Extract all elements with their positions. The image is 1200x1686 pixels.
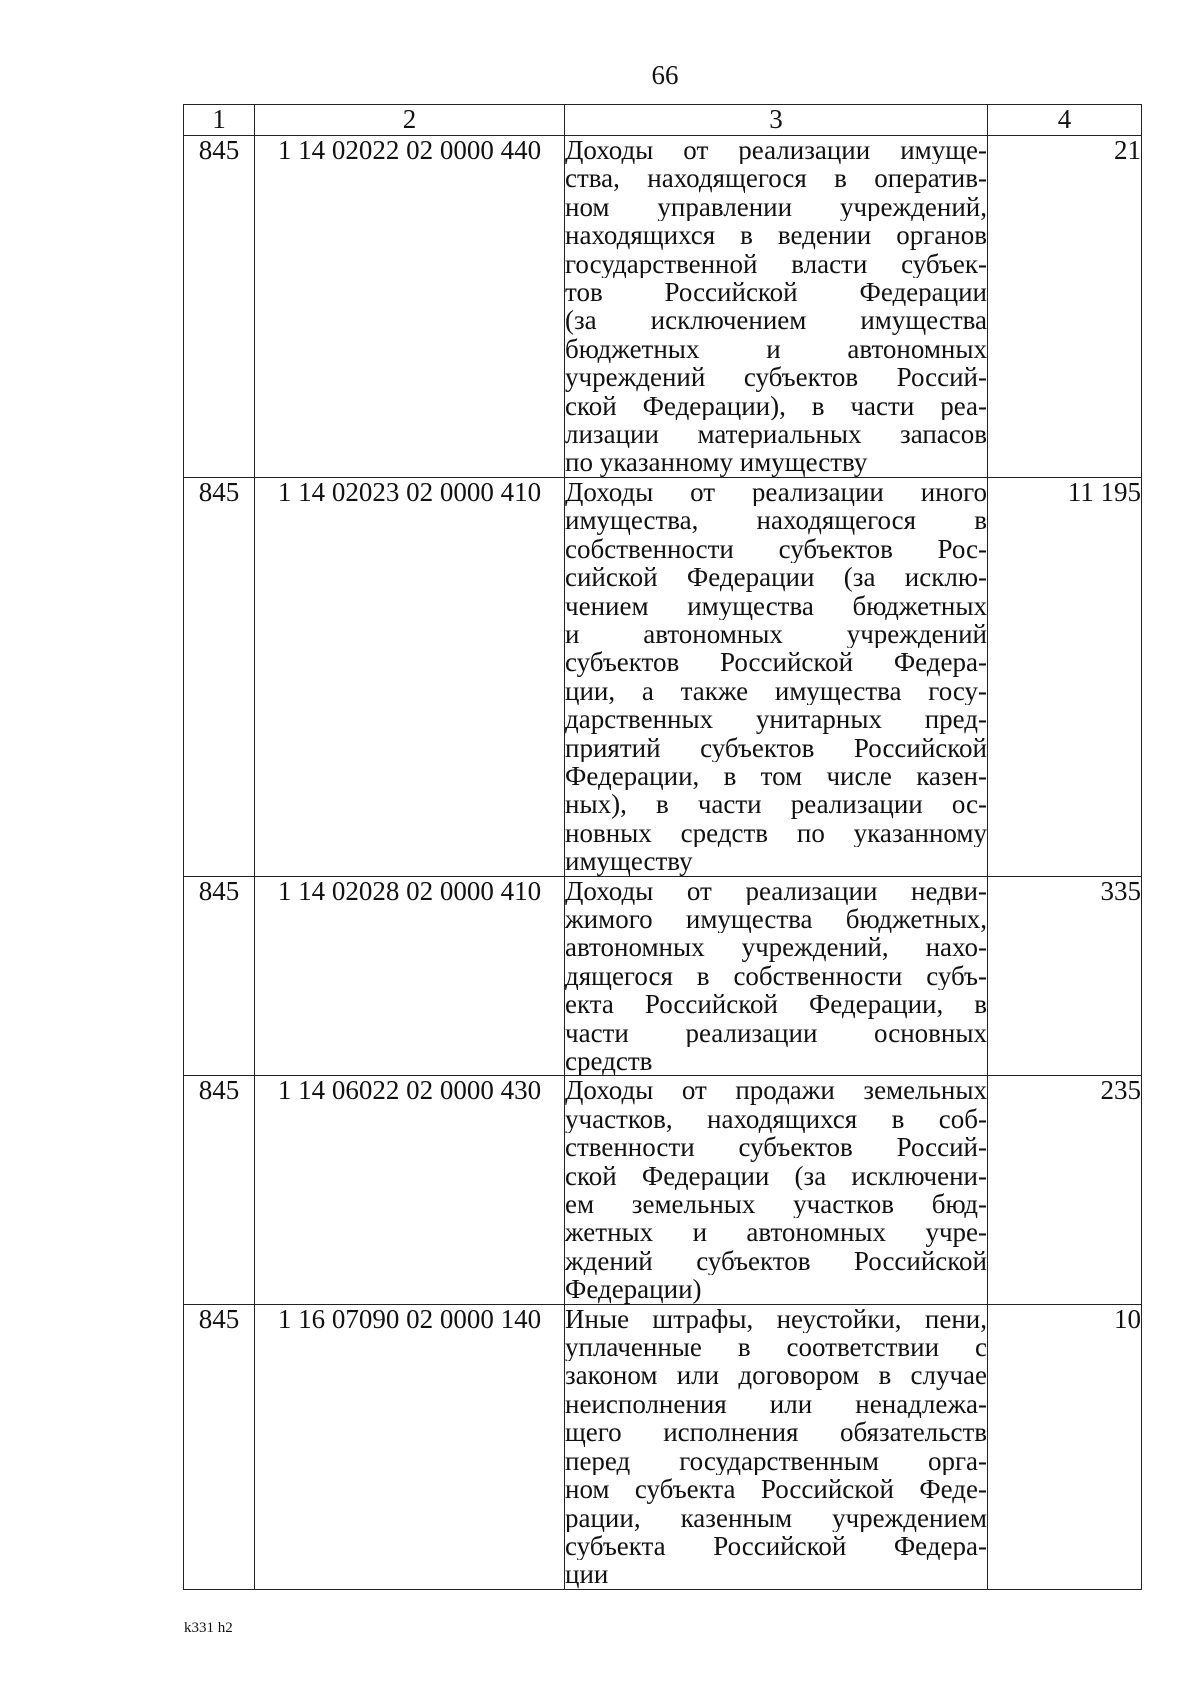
table-row — [184, 477, 1142, 876]
description-line: жетных и автономных учре- — [565, 1218, 987, 1247]
description-line: сийской Федерации (за исклю- — [565, 563, 987, 592]
description-line: и автономных учреждений — [565, 619, 987, 649]
description-line: учреждений субъектов Россий- — [565, 363, 987, 392]
description-line: ской Федерации), в части реа- — [565, 391, 987, 421]
footer-code: k331 h2 — [184, 1620, 233, 1636]
description-line: екта Российской Федерации, в — [565, 990, 987, 1019]
cell-budget-code: 1 14 02022 02 0000 440 — [255, 136, 565, 478]
table-header-row — [184, 105, 1142, 136]
description-line: субъектов Российской Федера- — [565, 648, 987, 677]
description-line: собственности субъектов Рос- — [565, 534, 987, 564]
cell-budget-code: 1 16 07090 02 0000 140 — [255, 1304, 565, 1589]
table-body — [184, 136, 1142, 1590]
description-line: Федерации) — [565, 1275, 702, 1304]
cell-col1: 845 — [184, 1304, 255, 1589]
description-line: имуществу — [565, 847, 693, 876]
description-line: (за исключением имущества — [565, 306, 987, 335]
cell-amount: 11 195 — [988, 477, 1142, 876]
table-row — [184, 876, 1142, 1076]
description-line: ской Федерации (за исключени- — [565, 1161, 987, 1191]
description-line: ственности субъектов Россий- — [565, 1133, 987, 1162]
cell-budget-code: 1 14 02023 02 0000 410 — [255, 477, 565, 876]
description-line: Иные штрафы, неустойки, пени, — [565, 1304, 987, 1334]
description-line: Доходы от реализации недви- — [565, 876, 987, 905]
description-line: ждений субъектов Российской — [565, 1246, 987, 1276]
description-line: рации, казенным учреждением — [565, 1503, 987, 1532]
description-line: чением имущества бюджетных — [565, 591, 987, 620]
cell-amount: 235 — [988, 1076, 1142, 1304]
description-line: средств — [565, 1047, 653, 1076]
description-line: жимого имущества бюджетных, — [565, 904, 987, 934]
page-number: 66 — [651, 60, 679, 90]
description-line: ных), в части реализации ос- — [565, 790, 987, 819]
table-row — [184, 1076, 1142, 1304]
description-line: Федерации, в том числе казен- — [565, 761, 987, 791]
description-line: ем земельных участков бюд- — [565, 1190, 987, 1219]
column-header-4: 4 — [988, 105, 1142, 136]
cell-budget-code: 1 14 06022 02 0000 430 — [255, 1076, 565, 1304]
cell-amount: 21 — [988, 136, 1142, 478]
description-line: субъекта Российской Федера- — [565, 1531, 987, 1561]
cell-description — [565, 1076, 988, 1304]
cell-col1: 845 — [184, 477, 255, 876]
description-line: ции — [565, 1560, 609, 1589]
description-line: имущества, находящегося в — [565, 506, 987, 535]
cell-amount: 335 — [988, 876, 1142, 1076]
cell-description — [565, 136, 988, 478]
cell-col1: 845 — [184, 876, 255, 1076]
description-line: ном субъекта Российской Феде- — [565, 1475, 987, 1504]
description-line: неисполнения или ненадлежа- — [565, 1389, 987, 1419]
column-header-1: 1 — [184, 105, 255, 136]
description-line: перед государственным орга- — [565, 1446, 987, 1476]
description-line: лизации материальных запасов — [565, 420, 987, 449]
column-header-2: 2 — [255, 105, 565, 136]
description-line: ном управлении учреждений, — [565, 192, 987, 222]
description-line: части реализации основных — [565, 1018, 987, 1047]
description-line: уплаченные в соответствии с — [565, 1333, 987, 1362]
description-line: дарственных унитарных пред- — [565, 705, 987, 734]
description-line: приятий субъектов Российской — [565, 733, 987, 762]
description-line: Доходы от реализации иного — [565, 477, 987, 507]
description-line: ции, а также имущества госу- — [565, 676, 987, 706]
cell-amount: 10 — [988, 1304, 1142, 1589]
description-line: находящихся в ведении органов — [565, 221, 987, 250]
cell-col1: 845 — [184, 136, 255, 478]
cell-description — [565, 1304, 988, 1589]
cell-col1: 845 — [184, 1076, 255, 1304]
description-line: дящегося в собственности субъ- — [565, 961, 987, 991]
description-line: Доходы от реализации имуще- — [565, 136, 987, 165]
description-line: новных средств по указанному — [565, 818, 987, 848]
description-line: участков, находящихся в соб- — [565, 1104, 987, 1134]
description-line: щего исполнения обязательств — [565, 1418, 987, 1447]
description-line: бюджетных и автономных — [565, 334, 987, 364]
column-header-3: 3 — [565, 105, 988, 136]
cell-budget-code: 1 14 02028 02 0000 410 — [255, 876, 565, 1076]
description-line: государственной власти субъек- — [565, 249, 987, 279]
table-row — [184, 1304, 1142, 1589]
table-row — [184, 136, 1142, 478]
description-line: по указанному имуществу — [565, 448, 868, 477]
description-line: ства, находящегося в оператив- — [565, 164, 987, 193]
description-line: законом или договором в случае — [565, 1361, 987, 1390]
description-line: тов Российской Федерации — [565, 278, 987, 307]
revenue-table — [183, 104, 1142, 1590]
description-line: автономных учреждений, нахо- — [565, 933, 987, 962]
cell-description — [565, 876, 988, 1076]
cell-description — [565, 477, 988, 876]
description-line: Доходы от продажи земельных — [565, 1076, 987, 1105]
